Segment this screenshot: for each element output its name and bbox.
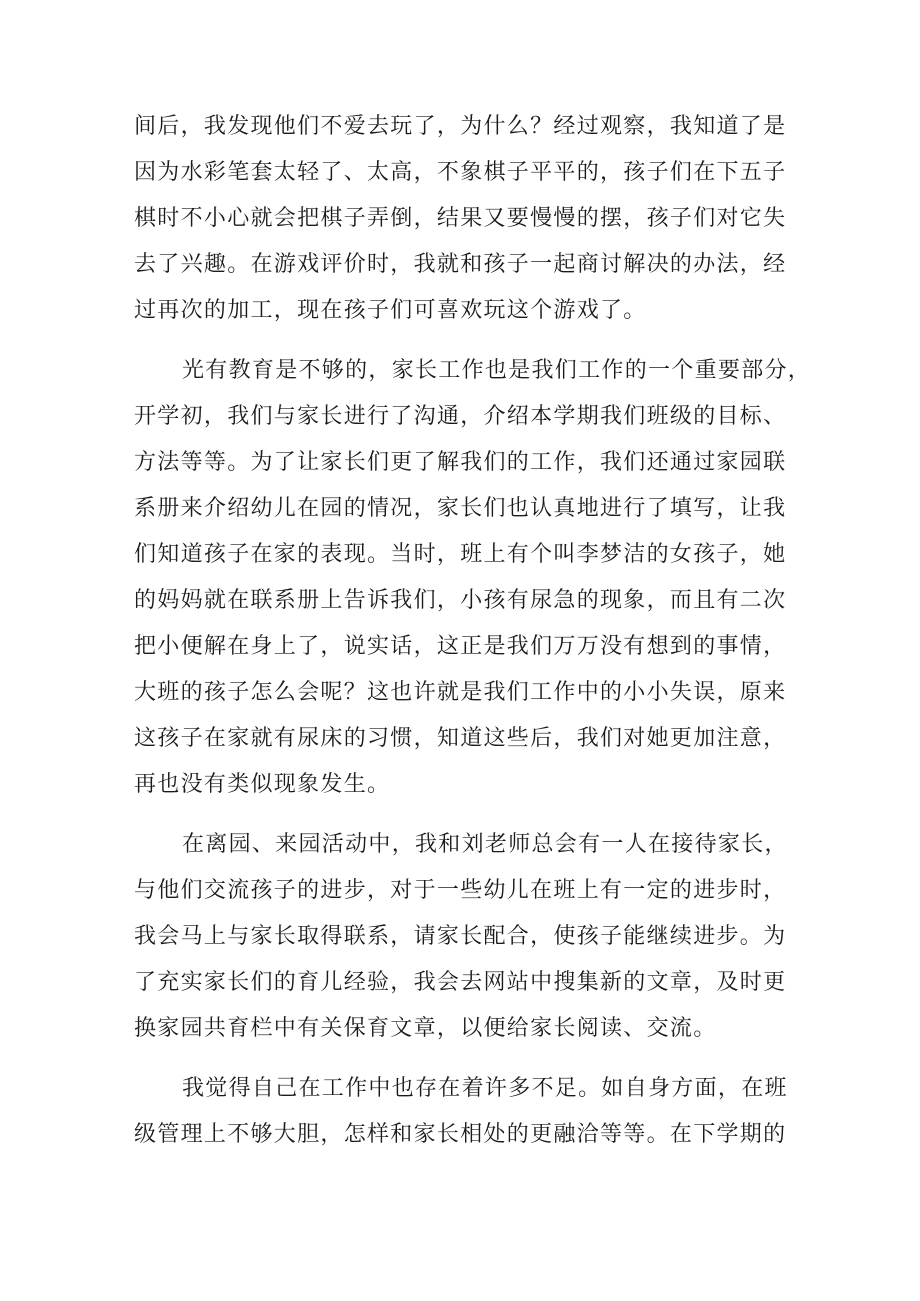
document-body	[134, 104, 812, 1172]
text-line: 大班的孩子怎么会呢？这也许就是我们工作中的小小失误，原来	[134, 680, 787, 705]
paragraph-3	[134, 822, 794, 1052]
text-line: 去了兴趣。在游戏评价时，我就和孩子一起商讨解决的办法，经	[134, 252, 787, 277]
text-line: 了充实家长们的育儿经验，我会去网站中搜集新的文章，及时更	[134, 970, 787, 995]
text-line: 因为水彩笔套太轻了、太高，不象棋子平平的，孩子们在下五子	[134, 160, 787, 185]
text-line: 我觉得自己在工作中也存在着许多不足。如自身方面，在班	[182, 1076, 788, 1101]
text-line: 方法等等。为了让家长们更了解我们的工作，我们还通过家园联	[134, 450, 787, 475]
text-line: 的妈妈就在联系册上告诉我们，小孩有尿急的现象，而且有二次	[134, 588, 787, 613]
text-line: 过再次的加工，现在孩子们可喜欢玩这个游戏了。	[134, 298, 647, 323]
text-line: 级管理上不够大胆，怎样和家长相处的更融洽等等。在下学期的	[134, 1122, 787, 1147]
text-line: 在离园、来园活动中，我和刘老师总会有一人在接待家长，	[182, 832, 788, 857]
paragraph-1	[134, 104, 794, 334]
text-line: 开学初，我们与家长进行了沟通，介绍本学期我们班级的目标、	[134, 404, 787, 429]
text-line: 与他们交流孩子的进步，对于一些幼儿在班上有一定的进步时，	[134, 878, 787, 903]
text-line: 把小便解在身上了，说实话，这正是我们万万没有想到的事情，	[134, 634, 787, 659]
text-line: 这孩子在家就有尿床的习惯，知道这些后，我们对她更加注意，	[134, 726, 787, 751]
text-line: 们知道孩子在家的表现。当时，班上有个叫李梦洁的女孩子，她	[134, 542, 787, 567]
paragraph-2	[134, 348, 812, 808]
paragraph-4	[134, 1066, 794, 1158]
text-line: 光有教育是不够的，家长工作也是我们工作的一个重要部分，	[182, 358, 812, 383]
text-line: 我会马上与家长取得联系，请家长配合，使孩子能继续进步。为	[134, 924, 787, 949]
text-line: 棋时不小心就会把棋子弄倒，结果又要慢慢的摆，孩子们对它失	[134, 206, 787, 231]
text-line: 换家园共育栏中有关保育文章，以便给家长阅读、交流。	[134, 1016, 717, 1041]
text-line: 间后，我发现他们不爱去玩了，为什么？经过观察，我知道了是	[134, 114, 787, 139]
text-line: 再也没有类似现象发生。	[134, 772, 391, 797]
text-line: 系册来介绍幼儿在园的情况，家长们也认真地进行了填写，让我	[134, 496, 787, 521]
